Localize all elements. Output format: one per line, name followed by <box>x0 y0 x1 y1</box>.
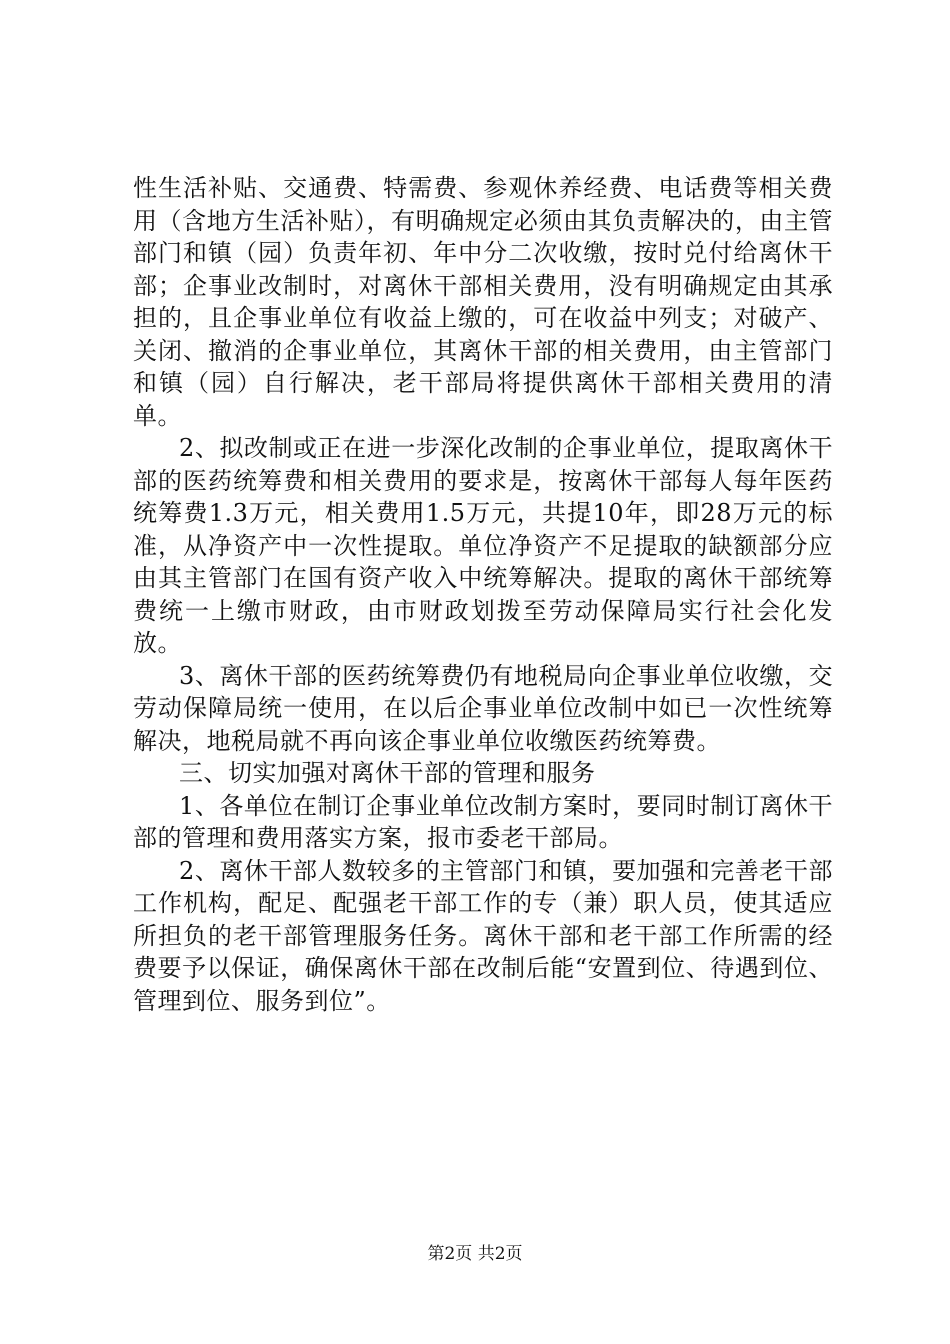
section-heading-3: 三、切实加强对离休干部的管理和服务 <box>179 759 596 787</box>
paragraph-section3-item-1: 1、各单位在制订企事业单位改制方案时，要同时制订离休干部的管理和费用落实方案，报市委老干部局。 <box>133 791 833 852</box>
document-body <box>133 172 833 1017</box>
paragraph-continuation: 性生活补贴、交通费、特需费、参观休养经费、电话费等相关费用（含地方生活补贴），有明确规定必须由其负责解决的，由主管部门和镇（园）负责年初、年中分二次收缴，按时兑付给离休干部；企事业改制时，对离休干部相关费用，没有明确规定由其承担的，且企事业单位有收益上缴的，可在收益中列支；对破产、关闭、撤消的企事业单位，其离休干部的相关费用，由主管部门和镇（园）自行解决，老干部局将提供离休干部相关费用的清单。 <box>133 174 833 430</box>
paragraph-section3-item-2: 2、离休干部人数较多的主管部门和镇，要加强和完善老干部工作机构，配足、配强老干部工作的专（兼）职人员，使其适应所担负的老干部管理服务任务。离休干部和老干部工作所需的经费要予以保证，确保离休干部在改制后能“安置到位、待遇到位、管理到位、服务到位”。 <box>133 856 833 1015</box>
paragraph-item-3: 3、离休干部的医药统筹费仍有地税局向企事业单位收缴，交劳动保障局统一使用，在以后企事业单位改制中如已一次性统筹解决，地税局就不再向该企事业单位收缴医药统筹费。 <box>133 661 833 755</box>
page-number-footer: 第2页 共2页 <box>427 1244 523 1264</box>
paragraph-item-2: 2、拟改制或正在进一步深化改制的企事业单位，提取离休干部的医药统筹费和相关费用的要求是，按离休干部每人每年医药统筹费1.3万元，相关费用1.5万元，共提10年，即28万元的标准，从净资产中一次性提取。单位净资产不足提取的缺额部分应由其主管部门在国有资产收入中统筹解决。提取的离休干部统筹费统一上缴市财政，由市财政划拨至劳动保障局实行社会化发放。 <box>133 434 833 657</box>
